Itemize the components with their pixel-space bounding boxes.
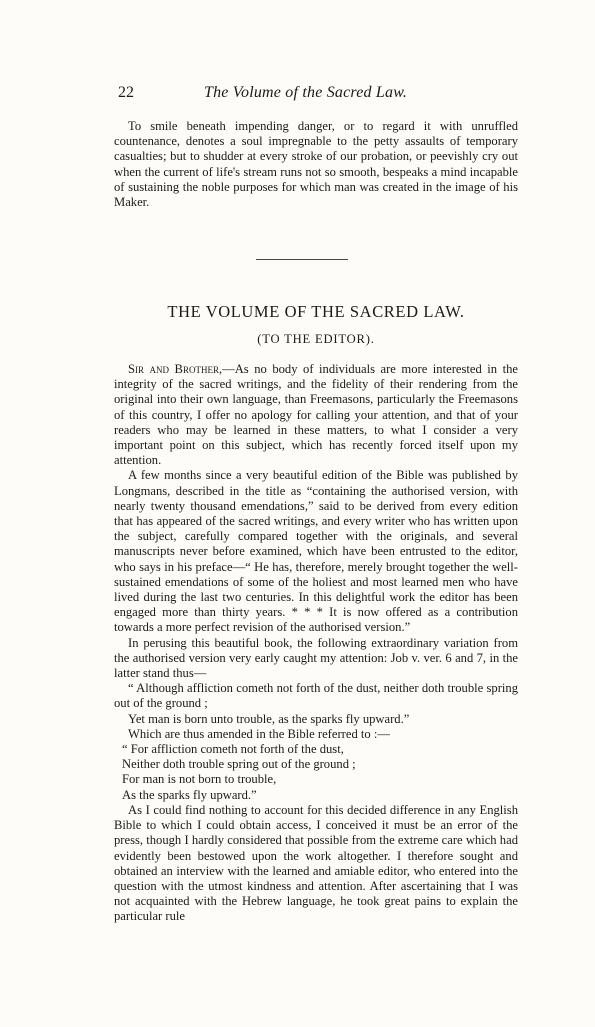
verse-line: As the sparks fly upward.” <box>122 787 257 802</box>
page-header <box>118 84 518 104</box>
opening-paragraph-text: —As no body of individuals are more interested in the integrity of the sacred writings, and the fidelity of their rendering from the original into their own language, than Freemasons, particularly the Freemasons of this country, I offer no apology for calling your attention, and that of your readers who may be learned in these matters, to what I consider a very important point on this subject, which has recently forced itself upon my attention. <box>114 362 518 468</box>
variation-paragraph: In perusing this beautiful book, the following extraordinary variation from the authorised version very early caught my attention: Job v. ver. 6 and 7, in the latter stand thus— <box>114 635 518 681</box>
running-title: The Volume of the Sacred Law. <box>204 84 408 101</box>
amendment-intro: Which are thus amended in the Bible referred to :— <box>128 726 390 741</box>
salutation: Sir and Brother, <box>128 362 223 376</box>
edition-paragraph: A few months since a very beautiful edition of the Bible was published by Longmans, described in the title as “containing the authorised version, with nearly twenty thousand emendations,” said to be derived from every edition that has appeared of the sacred writings, and every writer who has written upon the subject, carefully compared together with the originals, and several manuscripts never before examined, which have been entrusted to the editor, who says in his preface—“ He has, therefore, merely brought together the well-sustained emendations of some of the holiest and most learned men who have lived during the last two centuries. In this delightful work the editor has been engaged more than thirty years. * * * It is now offered as a contribution towards a more perfect revision of the authorised version.” <box>114 468 518 635</box>
letter-opening-paragraph <box>114 362 518 468</box>
intro-paragraph-block <box>114 119 518 210</box>
article-byline: (TO THE EDITOR). <box>257 332 375 346</box>
amended-verse <box>114 742 518 803</box>
section-divider <box>256 259 348 260</box>
page-number: 22 <box>118 84 134 101</box>
verse-line: Neither doth trouble spring out of the ground ; <box>122 757 356 772</box>
authorised-quote-line-1: “ Although affliction cometh not forth of the dust, neither doth trouble spring out of the ground ; <box>114 681 518 711</box>
editor-interview-paragraph: As I could find nothing to account for this decided difference in any English Bible to which I could obtain access, I conceived it must be an error of the press, though I hardly considered that possible from the extreme care which had evidently been bestowed upon the work altogether. I therefore sought and obtained an interview with the learned and amiable editor, who entered into the question with the utmost kindness and attention. After ascertaining that I was not acquainted with the Hebrew language, he took great pains to explain the particular rule <box>114 802 518 924</box>
authorised-quote-line-2: Yet man is born unto trouble, as the sparks fly upward.” <box>128 711 410 726</box>
article-body <box>114 362 518 925</box>
article-title: THE VOLUME OF THE SACRED LAW. <box>167 302 465 321</box>
verse-line: “ For affliction cometh not forth of the dust, <box>122 742 344 757</box>
verse-line: For man is not born to trouble, <box>122 772 277 787</box>
intro-paragraph: To smile beneath impending danger, or to regard it with unruffled countenance, denotes a soul impregnable to the petty assaults of temporary casualties; but to shudder at every stroke of our probation, or peevishly cry out when the current of life's stream runs not so smooth, bespeaks a mind incapable of sustaining the noble purposes for which man was created in the image of his Maker. <box>114 119 518 210</box>
